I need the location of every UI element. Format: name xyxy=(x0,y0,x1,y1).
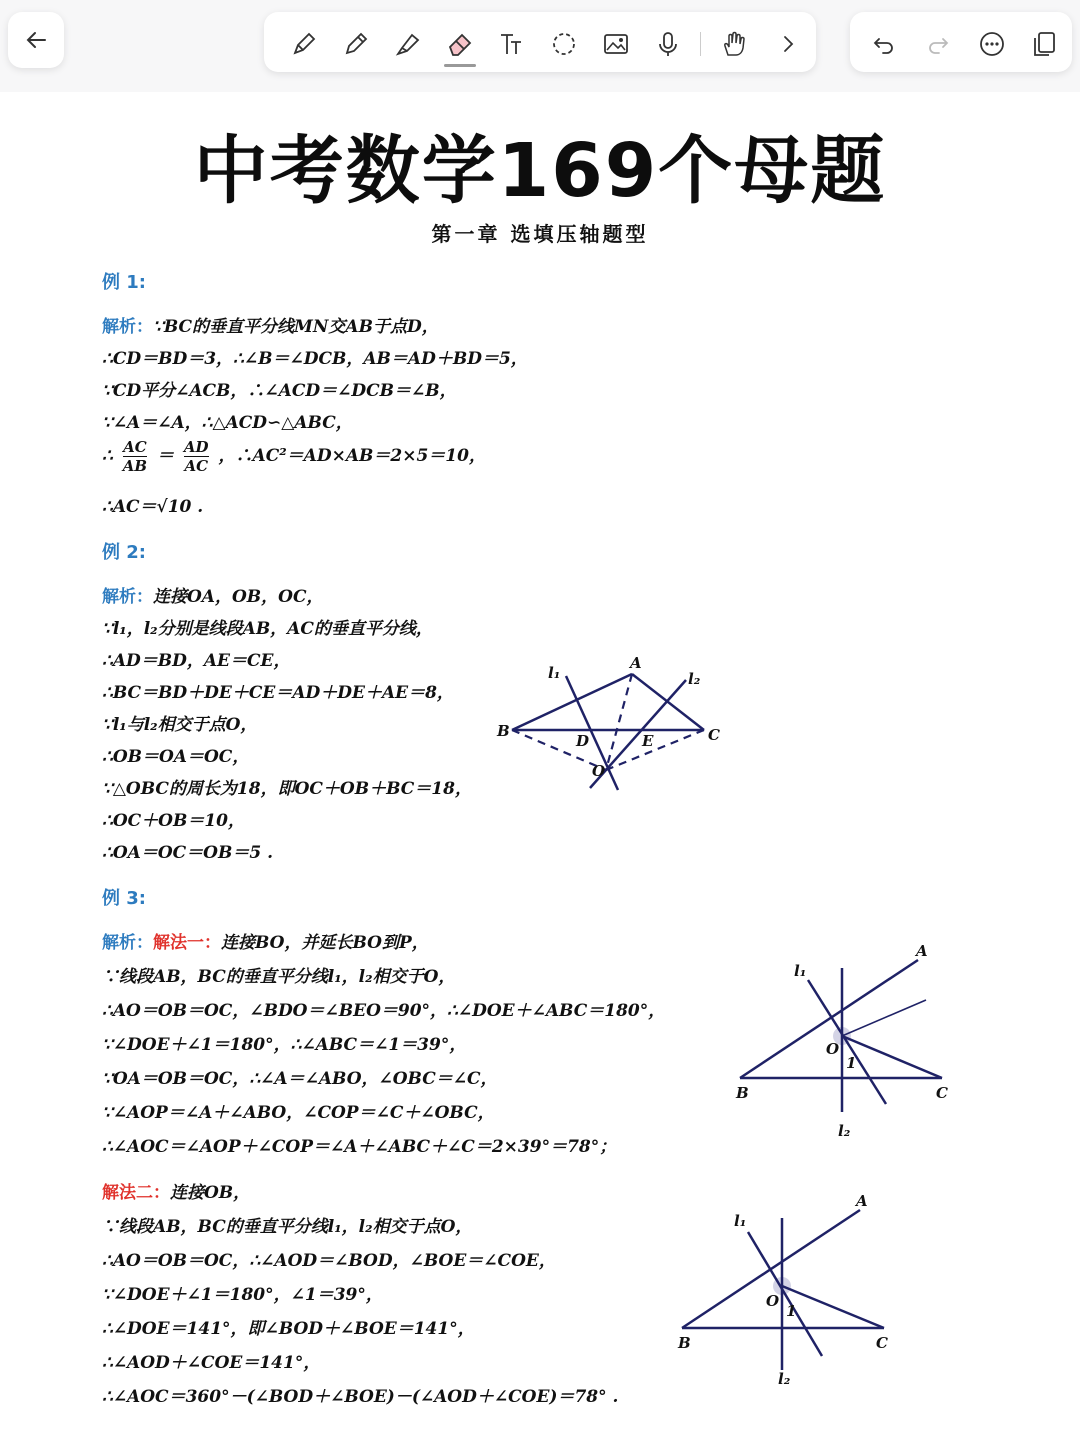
chevron-right-icon xyxy=(773,29,803,59)
example-1-label: 例 1: xyxy=(102,272,146,293)
ex2-line-2: ∵l₁，l₂分别是线段AB，AC的垂直平分线， xyxy=(102,619,433,639)
example-2-figure xyxy=(494,652,730,802)
ex3-b-line-6: ∴∠AOD＋∠COE＝141°， xyxy=(102,1353,321,1373)
ex2-line-4: ∴BC＝BD＋DE＋CE＝AD＋DE＋AE＝8， xyxy=(102,683,454,703)
fig3b-label-a: A xyxy=(856,1192,868,1210)
example-2-label: 例 2: xyxy=(102,542,146,563)
microphone-tool[interactable] xyxy=(650,26,686,62)
example-3-label: 例 3: xyxy=(102,888,146,909)
fig2-label-l2: l₂ xyxy=(688,670,701,688)
ex2-line-6: ∴OB＝OA＝OC， xyxy=(102,747,250,767)
back-button[interactable] xyxy=(8,12,64,68)
chapter-heading: 第一章 选填压轴题型 xyxy=(431,222,649,246)
fig3a-label-l1: l₁ xyxy=(794,962,807,980)
method-1-label: 解法一： xyxy=(153,933,221,953)
fig2-label-o: O xyxy=(592,762,606,780)
pages-icon xyxy=(1029,29,1059,59)
fig3b-label-l1: l₁ xyxy=(734,1212,747,1230)
ex2-line-9: ∴OA＝OC＝OB＝5 . xyxy=(102,843,273,863)
example-3-figure-2 xyxy=(672,1190,902,1390)
eraser-tool[interactable] xyxy=(442,26,478,62)
analysis-label: 解析： xyxy=(102,933,153,953)
highlighter-icon xyxy=(393,29,423,59)
ex3-b-line-2: ∵线段AB，BC的垂直平分线l₁，l₂相交于点O， xyxy=(102,1217,473,1237)
ex3-a-line-4: ∵∠DOE＋∠1＝180°，∴∠ABC＝∠1＝39°， xyxy=(102,1035,467,1055)
fraction-numerator: AD xyxy=(183,438,209,456)
ex3-b-line-4: ∵∠DOE＋∠1＝180°，∠1＝39°， xyxy=(102,1285,383,1305)
ex3-b-line-3: ∴AO＝OB＝OC，∴∠AOD＝∠BOD，∠BOE＝∠COE， xyxy=(102,1251,556,1271)
ex3-a-line-6: ∵∠AOP＝∠A＋∠ABO，∠COP＝∠C＋∠OBC， xyxy=(102,1103,495,1123)
fig3b-label-l2: l₂ xyxy=(778,1370,791,1388)
ex3-method2-heading xyxy=(102,1178,250,1203)
ex3-method2-text: 连接OB， xyxy=(170,1183,251,1203)
more-icon xyxy=(977,29,1007,59)
ex3-b-line-7: ∴∠AOC＝360°－(∠BOD＋∠BOE)－(∠AOD＋∠COE)＝78° . xyxy=(102,1387,619,1407)
method-2-label: 解法二： xyxy=(102,1183,170,1203)
image-icon xyxy=(601,29,631,59)
ex1-line-5-tail: ，∴AC²＝AD×AB＝2×5＝10， xyxy=(218,446,486,466)
fig2-label-l1: l₁ xyxy=(548,664,561,682)
redo-button[interactable] xyxy=(920,26,956,62)
fraction-denominator: AB xyxy=(122,457,148,475)
fig3b-label-b: B xyxy=(678,1334,691,1352)
highlighter-tool[interactable] xyxy=(390,26,426,62)
fig2-label-a: A xyxy=(630,654,642,672)
fig3a-label-o: O xyxy=(826,1040,840,1058)
document-title: 中考数学169个母题 xyxy=(193,128,887,214)
fig3a-label-1: 1 xyxy=(846,1054,857,1072)
fig3a-label-b: B xyxy=(736,1084,749,1102)
analysis-label: 解析： xyxy=(102,317,153,337)
ex3-a-line-3: ∴AO＝OB＝OC，∠BDO＝∠BEO＝90°，∴∠DOE＋∠ABC＝180°， xyxy=(102,1001,666,1021)
ex1-line-3: ∵CD平分∠ACB，∴∠ACD＝∠DCB＝∠B， xyxy=(102,381,457,401)
ex1-line-6: ∴AC＝√10 . xyxy=(102,497,204,517)
fig3a-label-a: A xyxy=(916,942,928,960)
ex3-method1-text: 连接BO，并延长BO到P， xyxy=(221,933,429,953)
eraser-icon xyxy=(445,29,475,59)
ex1-line-1 xyxy=(102,312,439,337)
ex1-line-5 xyxy=(102,438,486,475)
fraction-ad-ac xyxy=(184,438,209,475)
fig2-label-b: B xyxy=(497,722,510,740)
ex1-line-1-text: ∵BC的垂直平分线MN交AB于点D， xyxy=(153,317,439,337)
fig2-label-e: E xyxy=(642,732,654,750)
pages-button[interactable] xyxy=(1026,26,1062,62)
fig2-label-c: C xyxy=(708,726,720,744)
equals-sign: ＝ xyxy=(157,446,174,466)
pen-tool[interactable] xyxy=(286,26,322,62)
analysis-label: 解析： xyxy=(102,587,153,607)
pencil-icon xyxy=(341,29,371,59)
expand-tools-button[interactable] xyxy=(770,26,806,62)
ex1-line-2: ∴CD＝BD＝3，∴∠B＝∠DCB，AB＝AD＋BD＝5， xyxy=(102,349,528,369)
fig3b-label-o: O xyxy=(766,1292,780,1310)
ex2-line-1 xyxy=(102,582,324,607)
text-icon xyxy=(497,29,527,59)
selected-tool-indicator xyxy=(444,64,476,67)
ex2-line-5: ∵l₁与l₂相交于点O， xyxy=(102,715,258,735)
undo-button[interactable] xyxy=(866,26,902,62)
microphone-icon xyxy=(653,29,683,59)
pencil-tool[interactable] xyxy=(338,26,374,62)
fraction-ac-ab xyxy=(123,438,147,475)
lasso-tool[interactable] xyxy=(546,26,582,62)
fig3a-label-c: C xyxy=(936,1084,948,1102)
pen-icon xyxy=(289,29,319,59)
ex2-line-7: ∵△OBC的周长为18，即OC＋OB＋BC＝18， xyxy=(102,779,472,799)
tool-palette xyxy=(264,12,816,72)
fraction-numerator: AC xyxy=(123,438,147,456)
ex2-line-8: ∴OC＋OB＝10， xyxy=(102,811,245,831)
fig3b-label-1: 1 xyxy=(786,1302,797,1320)
fraction-denominator: AC xyxy=(184,457,209,475)
arrow-left-icon xyxy=(18,22,54,58)
lasso-icon xyxy=(549,29,579,59)
ex3-a-line-5: ∵OA＝OB＝OC，∴∠A＝∠ABO，∠OBC＝∠C， xyxy=(102,1069,498,1089)
ex1-therefore: ∴ xyxy=(102,446,113,466)
hand-icon xyxy=(719,29,749,59)
ex3-a-line-7: ∴∠AOC＝∠AOP＋∠COP＝∠A＋∠ABC＋∠C＝2×39°＝78°； xyxy=(102,1137,617,1157)
more-button[interactable] xyxy=(974,26,1010,62)
redo-icon xyxy=(923,29,953,59)
ex3-a-line-2: ∵线段AB，BC的垂直平分线l₁，l₂相交于O， xyxy=(102,967,456,987)
ex1-line-4: ∵∠A＝∠A，∴△ACD∽△ABC， xyxy=(102,413,353,433)
example-3-figure-1 xyxy=(730,940,960,1146)
image-tool[interactable] xyxy=(598,26,634,62)
hand-tool[interactable] xyxy=(716,26,752,62)
text-tool[interactable] xyxy=(494,26,530,62)
fig3b-label-c: C xyxy=(876,1334,888,1352)
undo-icon xyxy=(869,29,899,59)
ex3-b-line-5: ∴∠DOE＝141°，即∠BOD＋∠BOE＝141°， xyxy=(102,1319,475,1339)
ex2-line-1-text: 连接OA，OB，OC， xyxy=(153,587,324,607)
toolbar-divider xyxy=(700,32,701,56)
history-controls xyxy=(850,12,1072,72)
fig2-label-d: D xyxy=(576,732,590,750)
fig3a-label-l2: l₂ xyxy=(838,1122,851,1140)
ex2-line-3: ∴AD＝BD，AE＝CE， xyxy=(102,651,291,671)
ex3-method1-heading xyxy=(102,928,429,953)
